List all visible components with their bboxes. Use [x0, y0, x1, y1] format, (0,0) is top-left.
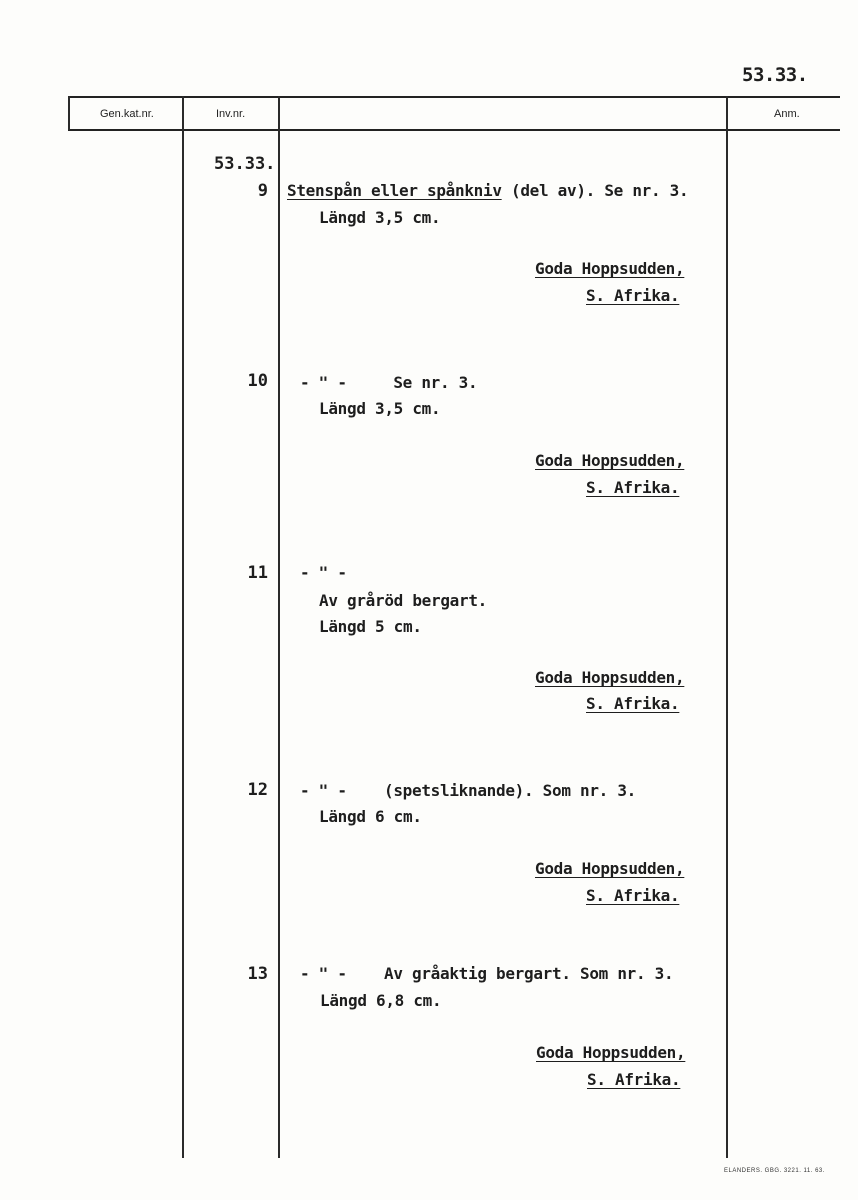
column-divider-gen-inv	[182, 96, 184, 1158]
collection-number: 53.33.	[214, 154, 276, 174]
entry-line-2: Längd 6 cm.	[319, 807, 422, 826]
header-bottom-rule	[68, 129, 840, 131]
inv-number: 13	[247, 964, 268, 984]
entry-line-2: Längd 3,5 cm.	[319, 399, 441, 418]
header-inv: Inv.nr.	[216, 108, 246, 120]
location-line-1: Goda Hoppsudden,	[535, 668, 685, 687]
entry-line-1: - " -	[300, 563, 347, 582]
column-divider-inv-desc	[278, 96, 280, 1158]
entry-line-2: Längd 6,8 cm.	[320, 991, 442, 1010]
entry-line-1	[287, 181, 688, 200]
entry-line-2: Längd 3,5 cm.	[319, 208, 441, 227]
location-line-1: Goda Hoppsudden,	[535, 859, 685, 878]
header-anm: Anm.	[774, 108, 800, 120]
location-line-2: S. Afrika.	[587, 1070, 681, 1089]
location-line-2: S. Afrika.	[586, 478, 680, 497]
inv-number: 11	[247, 563, 268, 583]
location-line-2: S. Afrika.	[586, 886, 680, 905]
location-line-2: S. Afrika.	[586, 694, 680, 713]
entry-line-2: Av gråröd bergart.	[319, 591, 487, 610]
entry-title-rest: (del av). Se nr. 3.	[501, 181, 689, 200]
inv-number: 12	[247, 780, 268, 800]
entry-line-3: Längd 5 cm.	[319, 617, 422, 636]
entry-line-1: - " - Se nr. 3.	[300, 373, 478, 392]
location-line-1: Goda Hoppsudden,	[536, 1043, 686, 1062]
page-number: 53.33.	[742, 64, 808, 86]
left-border	[68, 96, 70, 130]
header-gen-kat: Gen.kat.nr.	[100, 108, 154, 120]
entry-line-1: - " - (spetsliknande). Som nr. 3.	[300, 781, 636, 800]
entry-title: Stenspån eller spånkniv	[287, 181, 502, 200]
inv-number: 9	[257, 181, 268, 201]
inv-number: 10	[247, 371, 268, 391]
printer-imprint: ELANDERS. GBG. 3221. 11. 63.	[724, 1168, 825, 1174]
entry-line-1: - " - Av gråaktig bergart. Som nr. 3.	[300, 964, 674, 983]
table-top-rule	[68, 96, 840, 98]
column-divider-desc-anm	[726, 96, 728, 1158]
location-line-2: S. Afrika.	[586, 286, 680, 305]
location-line-1: Goda Hoppsudden,	[535, 259, 685, 278]
location-line-1: Goda Hoppsudden,	[535, 451, 685, 470]
